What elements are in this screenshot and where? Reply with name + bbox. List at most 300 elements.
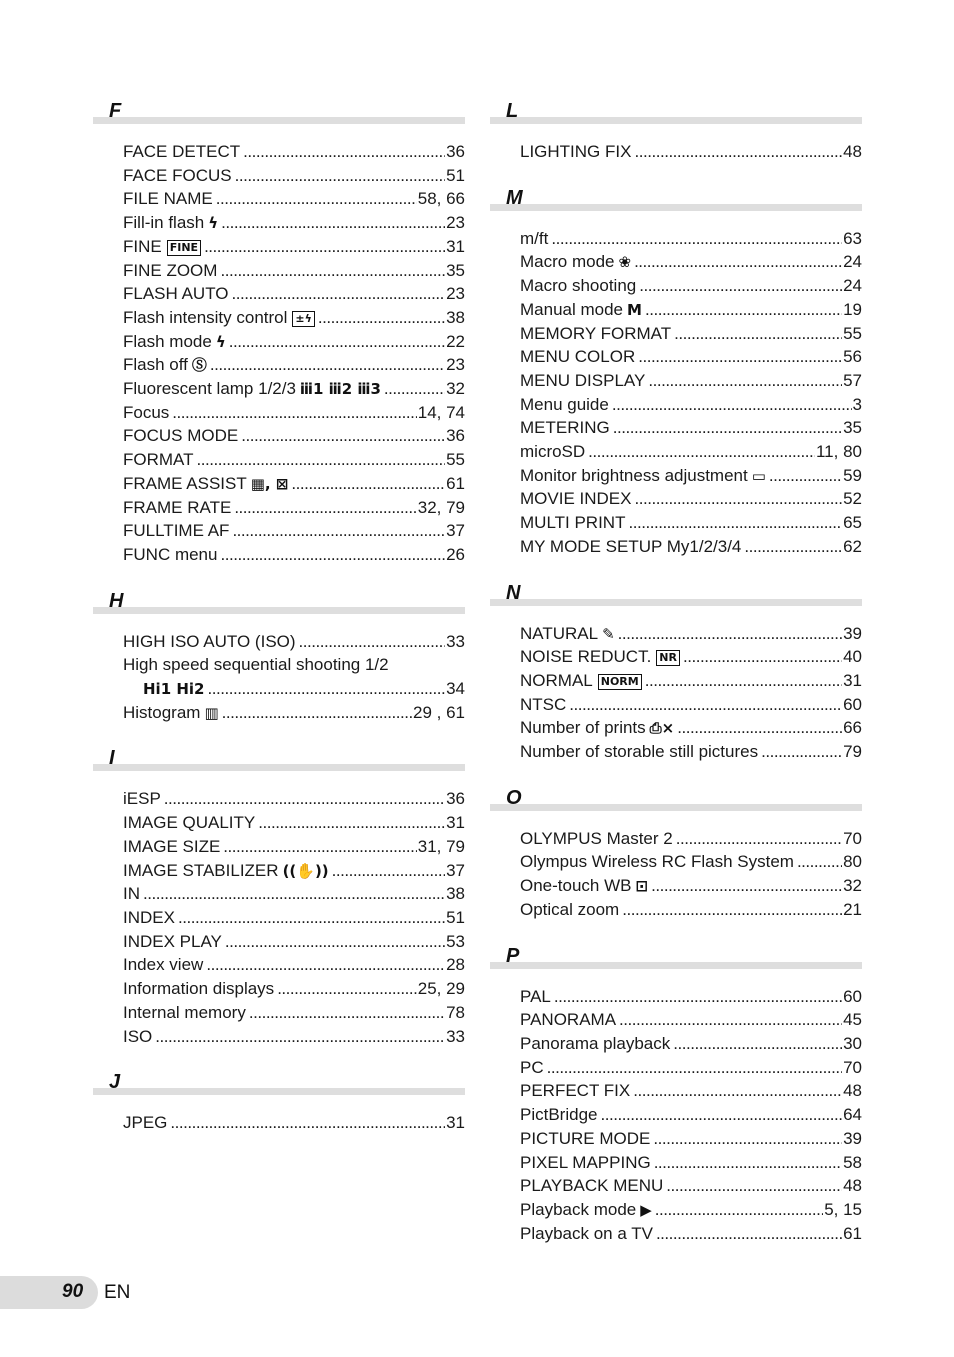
dot-leader xyxy=(206,953,445,977)
entry-page-ref: 62 xyxy=(843,536,862,556)
section-header xyxy=(93,590,465,614)
index-entry-list xyxy=(490,606,862,764)
dot-leader xyxy=(384,377,445,401)
index-entry xyxy=(490,1151,862,1175)
entry-label: Fluorescent lamp 1/2/3 xyxy=(123,379,296,399)
index-entry xyxy=(490,345,862,369)
entry-page-ref: 31 xyxy=(446,1113,465,1133)
index-entry xyxy=(490,850,862,874)
entry-label: FINE xyxy=(123,236,162,256)
index-entry xyxy=(93,1025,465,1049)
entry-label: Histogram xyxy=(123,702,201,722)
dot-leader xyxy=(172,401,416,425)
dot-leader xyxy=(797,850,842,874)
section-letter: O xyxy=(506,786,522,809)
section-header xyxy=(490,945,862,969)
entry-label: FLASH AUTO xyxy=(123,284,229,304)
entry-label: FACE FOCUS xyxy=(123,165,232,185)
index-section-j xyxy=(93,1071,465,1135)
index-entry-list xyxy=(93,771,465,1048)
entry-label: Flash intensity control xyxy=(123,307,288,327)
entry-mode-icon: NORM xyxy=(598,674,642,690)
dot-leader xyxy=(164,787,445,811)
entry-page-ref: 31 xyxy=(446,813,465,833)
entry-page-ref: 36 xyxy=(446,789,465,809)
entry-page-ref: 53 xyxy=(446,931,465,951)
entry-mode-icon: ▦, ⊠ xyxy=(250,474,289,493)
entry-mode-icon: ✎ xyxy=(602,624,615,643)
entry-page-ref: 48 xyxy=(843,1081,862,1101)
entry-label: MY MODE SETUP My1/2/3/4 xyxy=(520,536,742,556)
entry-page-ref: 40 xyxy=(843,647,862,667)
entry-page-ref: 65 xyxy=(843,513,862,533)
entry-label: Flash mode xyxy=(123,331,212,351)
index-entry xyxy=(93,977,465,1001)
dot-leader xyxy=(683,645,842,669)
entry-page-ref: 51 xyxy=(446,165,465,185)
dot-leader xyxy=(569,693,842,717)
entry-label: IMAGE QUALITY xyxy=(123,813,256,833)
entry-page-ref: 28 xyxy=(446,955,465,975)
entry-page-ref: 25, 29 xyxy=(417,979,465,999)
index-entry-list xyxy=(490,969,862,1246)
entry-label: MOVIE INDEX xyxy=(520,489,632,509)
entry-label: FUNC menu xyxy=(123,544,218,564)
entry-page-ref: 38 xyxy=(446,884,465,904)
entry-label: Olympus Wireless RC Flash System xyxy=(520,852,794,872)
dot-leader xyxy=(613,416,842,440)
entry-label: FRAME RATE xyxy=(123,497,232,517)
entry-page-ref: 60 xyxy=(843,694,862,714)
dot-leader xyxy=(291,472,445,496)
entry-label: FRAME ASSIST xyxy=(123,473,247,493)
section-divider-bar xyxy=(490,599,862,606)
entry-label: Focus xyxy=(123,402,170,422)
dot-leader xyxy=(676,827,842,851)
index-entry xyxy=(490,740,862,764)
section-header xyxy=(93,747,465,771)
entry-page-ref: 61 xyxy=(843,1223,862,1243)
index-column-left xyxy=(93,100,465,1158)
entry-page-ref: 66 xyxy=(843,718,862,738)
index-entry xyxy=(93,953,465,977)
index-entry xyxy=(490,1008,862,1032)
dot-leader xyxy=(612,393,852,417)
index-entry xyxy=(490,985,862,1009)
index-entry xyxy=(93,882,465,906)
index-entry-list xyxy=(490,811,862,922)
dot-leader xyxy=(235,164,445,188)
dot-leader xyxy=(210,353,445,377)
entry-label: IMAGE STABILIZER xyxy=(123,860,279,880)
entry-page-ref: 35 xyxy=(843,418,862,438)
dot-leader xyxy=(332,859,445,883)
entry-label: NORMAL xyxy=(520,670,593,690)
entry-page-ref: 70 xyxy=(843,1057,862,1077)
entry-label: microSD xyxy=(520,442,586,462)
index-entry xyxy=(93,330,465,354)
entry-label: FACE DETECT xyxy=(123,142,241,161)
dot-leader xyxy=(744,535,842,559)
section-letter: I xyxy=(109,747,115,770)
entry-page-ref: 48 xyxy=(843,1176,862,1196)
entry-label: IMAGE SIZE xyxy=(123,836,221,856)
entry-page-ref: 32 xyxy=(843,876,862,896)
entry-label: OLYMPUS Master 2 xyxy=(520,828,673,848)
index-entry xyxy=(93,282,465,306)
dot-leader xyxy=(634,250,842,274)
section-letter: F xyxy=(109,100,122,122)
entry-mode-icon: ❀ xyxy=(618,253,632,272)
entry-page-ref: 33 xyxy=(446,631,465,651)
index-section-p xyxy=(490,945,862,1246)
dot-leader xyxy=(677,716,842,740)
dot-leader xyxy=(628,511,842,535)
index-entry-list xyxy=(93,124,465,567)
language-label: EN xyxy=(104,1282,131,1303)
entry-label: JPEG xyxy=(123,1113,168,1133)
dot-leader xyxy=(277,977,417,1001)
dot-leader xyxy=(639,274,842,298)
index-entry xyxy=(93,1001,465,1025)
entry-page-ref: 36 xyxy=(446,426,465,446)
dot-leader xyxy=(249,1001,445,1025)
entry-page-ref: 23 xyxy=(446,213,465,233)
entry-label: NATURAL xyxy=(520,623,599,643)
entry-label: Playback mode xyxy=(520,1199,637,1219)
entry-label: IN xyxy=(123,884,140,904)
index-entry xyxy=(93,353,465,377)
section-header xyxy=(490,787,862,811)
entry-page-ref: 24 xyxy=(843,276,862,296)
index-entry xyxy=(93,653,465,677)
entry-label: Menu guide xyxy=(520,394,609,414)
entry-page-ref: 64 xyxy=(843,1105,862,1125)
entry-page-ref: 63 xyxy=(843,228,862,248)
entry-page-ref: 37 xyxy=(446,521,465,541)
dot-leader xyxy=(243,140,445,164)
index-entry xyxy=(93,401,465,425)
entry-page-ref: 23 xyxy=(446,284,465,304)
index-entry xyxy=(490,874,862,898)
index-entry xyxy=(93,859,465,883)
entry-label: High speed sequential shooting 1/2 xyxy=(123,655,389,675)
index-entry xyxy=(93,377,465,401)
index-entry xyxy=(490,298,862,322)
index-entry xyxy=(490,1174,862,1198)
section-letter: L xyxy=(506,100,519,122)
index-entry-list xyxy=(490,124,862,164)
entry-page-ref: 51 xyxy=(446,907,465,927)
index-entry xyxy=(490,1056,862,1080)
entry-label: MENU DISPLAY xyxy=(520,370,646,390)
entry-label: PANORAMA xyxy=(520,1010,617,1030)
index-entry xyxy=(93,164,465,188)
entry-label: Playback on a TV xyxy=(520,1223,653,1243)
entry-page-ref: 5, 15 xyxy=(824,1199,862,1219)
section-letter: J xyxy=(109,1071,121,1094)
entry-page-ref: 11, 80 xyxy=(815,442,862,462)
entry-page-ref: 55 xyxy=(446,450,465,470)
entry-label: MULTI PRINT xyxy=(520,513,626,533)
entry-label: FORMAT xyxy=(123,450,194,470)
entry-label: Monitor brightness adjustment xyxy=(520,465,748,485)
dot-leader xyxy=(220,259,445,283)
entry-page-ref: 21 xyxy=(843,899,862,919)
index-entry xyxy=(490,1103,862,1127)
entry-page-ref: 79 xyxy=(843,742,862,762)
entry-page-ref: 48 xyxy=(843,142,862,161)
entry-page-ref: 59 xyxy=(843,465,862,485)
dot-leader xyxy=(299,630,446,654)
index-entry xyxy=(490,1198,862,1222)
index-entry xyxy=(93,630,465,654)
index-section-m xyxy=(490,187,862,559)
entry-mode-icon: ((✋)) xyxy=(282,861,329,880)
entry-label: FOCUS MODE xyxy=(123,426,239,446)
dot-leader xyxy=(220,543,445,567)
index-entry xyxy=(490,140,862,164)
index-entry xyxy=(490,1222,862,1246)
page-number: 90 xyxy=(62,1281,84,1302)
entry-label: m/ft xyxy=(520,228,549,248)
entry-label: Macro shooting xyxy=(520,276,637,296)
index-entry-list xyxy=(93,614,465,725)
index-entry xyxy=(490,669,862,693)
section-divider-bar xyxy=(490,117,862,124)
index-entry xyxy=(490,464,862,488)
entry-page-ref: 14, 74 xyxy=(417,402,465,422)
entry-label: Manual mode xyxy=(520,299,624,319)
index-entry xyxy=(490,1032,862,1056)
index-entry xyxy=(93,543,465,567)
section-header xyxy=(93,100,465,124)
index-entry xyxy=(490,535,862,559)
index-section-l xyxy=(490,100,862,164)
section-header xyxy=(490,582,862,606)
entry-page-ref: 30 xyxy=(843,1033,862,1053)
index-entry xyxy=(490,1079,862,1103)
dot-leader xyxy=(223,835,416,859)
entry-label: INDEX xyxy=(123,907,175,927)
section-letter: P xyxy=(506,944,520,967)
index-entry xyxy=(93,306,465,330)
section-letter: N xyxy=(506,581,521,604)
entry-page-ref: 31 xyxy=(843,670,862,690)
entry-label: NOISE REDUCT. xyxy=(520,647,652,667)
entry-label: INDEX PLAY xyxy=(123,931,222,951)
dot-leader xyxy=(656,1222,842,1246)
entry-page-ref: 57 xyxy=(843,370,862,390)
entry-mode-icon: FINE xyxy=(167,240,201,256)
index-entry xyxy=(490,369,862,393)
entry-mode-icon: M xyxy=(627,300,642,319)
entry-page-ref: 45 xyxy=(843,1010,862,1030)
dot-leader xyxy=(673,1032,842,1056)
index-entry xyxy=(490,416,862,440)
index-entry xyxy=(490,274,862,298)
entry-page-ref: 56 xyxy=(843,347,862,367)
section-divider-bar xyxy=(490,804,862,811)
entry-label: Optical zoom xyxy=(520,899,620,919)
entry-mode-icon: ▥ xyxy=(204,703,219,722)
entry-label: Macro mode xyxy=(520,252,615,272)
index-entry xyxy=(93,811,465,835)
dot-leader xyxy=(229,330,445,354)
dot-leader xyxy=(634,487,842,511)
entry-page-ref: 31 xyxy=(446,236,465,256)
index-entry xyxy=(93,677,465,701)
entry-label: PAL xyxy=(520,986,551,1006)
section-header xyxy=(93,1071,465,1095)
entry-page-ref: 60 xyxy=(843,986,862,1006)
entry-page-ref: 39 xyxy=(843,623,862,643)
entry-page-ref: 55 xyxy=(843,323,862,343)
index-section-i xyxy=(93,747,465,1048)
dot-leader xyxy=(653,1127,842,1151)
entry-page-ref: 38 xyxy=(446,307,465,327)
entry-label: PictBridge xyxy=(520,1105,598,1125)
dot-leader xyxy=(648,369,842,393)
entry-mode-icon: Ⓢ xyxy=(191,356,207,375)
entry-label: MEMORY FORMAT xyxy=(520,323,672,343)
index-entry xyxy=(490,716,862,740)
entry-label: LIGHTING FIX xyxy=(520,142,632,161)
entry-label: iESP xyxy=(123,789,161,809)
dot-leader xyxy=(634,140,842,164)
section-header xyxy=(490,187,862,211)
index-entry xyxy=(490,1127,862,1151)
entry-page-ref: 80 xyxy=(843,852,862,872)
dot-leader xyxy=(232,519,445,543)
entry-page-ref: 33 xyxy=(446,1026,465,1046)
dot-leader xyxy=(216,187,417,211)
index-entry xyxy=(490,645,862,669)
index-section-n xyxy=(490,582,862,764)
entry-label: NTSC xyxy=(520,694,567,714)
entry-page-ref: 58, 66 xyxy=(417,189,465,209)
page-number-tab xyxy=(0,1276,98,1309)
entry-label: Internal memory xyxy=(123,1002,246,1022)
index-entry xyxy=(490,898,862,922)
dot-leader xyxy=(674,322,842,346)
entry-label: PIXEL MAPPING xyxy=(520,1152,651,1172)
entry-label: METERING xyxy=(520,418,610,438)
section-divider-bar xyxy=(93,764,465,771)
index-entry xyxy=(93,787,465,811)
entry-mode-icon: ⅲ1 ⅲ2 ⅲ3 xyxy=(299,380,381,399)
index-entry-list xyxy=(490,211,862,559)
section-header xyxy=(490,100,862,124)
dot-leader xyxy=(654,1151,842,1175)
entry-mode-icon: ⊡ xyxy=(635,877,649,896)
entry-label: FILE NAME xyxy=(123,189,213,209)
index-entry xyxy=(93,424,465,448)
page-footer xyxy=(0,1276,100,1309)
entry-label: One-touch WB xyxy=(520,876,632,896)
dot-leader xyxy=(547,1056,842,1080)
entry-mode-icon: ▶ xyxy=(640,1200,652,1219)
index-entry xyxy=(490,622,862,646)
dot-leader xyxy=(769,464,842,488)
dot-leader xyxy=(234,496,416,520)
entry-page-ref: 32, 79 xyxy=(417,497,465,517)
entry-label: PC xyxy=(520,1057,544,1077)
dot-leader xyxy=(241,424,445,448)
dot-leader xyxy=(666,1174,842,1198)
index-entry xyxy=(490,827,862,851)
index-entry xyxy=(490,511,862,535)
dot-leader xyxy=(225,930,445,954)
dot-leader xyxy=(619,1008,842,1032)
index-entry xyxy=(490,322,862,346)
dot-leader xyxy=(232,282,446,306)
dot-leader xyxy=(143,882,445,906)
dot-leader xyxy=(318,306,445,330)
index-entry xyxy=(490,227,862,251)
dot-leader xyxy=(651,874,842,898)
dot-leader xyxy=(633,1079,842,1103)
entry-label: FINE ZOOM xyxy=(123,260,218,280)
index-entry xyxy=(490,440,862,464)
entry-page-ref: 22 xyxy=(446,331,465,351)
entry-page-ref: 61 xyxy=(446,473,465,493)
entry-mode-icon: ϟ xyxy=(208,214,219,233)
section-divider-bar xyxy=(93,607,465,614)
dot-leader xyxy=(155,1025,445,1049)
dot-leader xyxy=(204,235,445,259)
entry-mode-icon: ⎙× xyxy=(649,719,675,738)
entry-label: Number of prints xyxy=(520,718,646,738)
index-entry xyxy=(93,930,465,954)
entry-label: Number of storable still pictures xyxy=(520,742,759,762)
index-entry xyxy=(490,393,862,417)
entry-mode-icon: ±ϟ xyxy=(292,311,314,327)
index-entry-list xyxy=(93,1095,465,1135)
index-entry xyxy=(93,140,465,164)
index-entry xyxy=(490,250,862,274)
dot-leader xyxy=(600,1103,842,1127)
dot-leader xyxy=(551,227,842,251)
dot-leader xyxy=(622,898,842,922)
index-section-h xyxy=(93,590,465,725)
index-section-o xyxy=(490,787,862,922)
section-divider-bar xyxy=(490,962,862,969)
entry-mode-icon: ϟ xyxy=(215,332,226,351)
dot-leader xyxy=(208,677,446,701)
entry-mode-icon: ▭ xyxy=(751,466,766,485)
entry-page-ref: 29 , 61 xyxy=(413,702,465,722)
dot-leader xyxy=(170,1111,445,1135)
index-entry xyxy=(93,701,465,725)
entry-page-ref: 37 xyxy=(446,860,465,880)
index-entry xyxy=(490,693,862,717)
entry-label: Information displays xyxy=(123,979,275,999)
entry-label: PICTURE MODE xyxy=(520,1128,651,1148)
entry-label: ISO xyxy=(123,1026,153,1046)
dot-leader xyxy=(655,1198,823,1222)
dot-leader xyxy=(258,811,445,835)
index-entry xyxy=(93,835,465,859)
entry-label: Index view xyxy=(123,955,204,975)
entry-page-ref: 58 xyxy=(843,1152,862,1172)
index-entry xyxy=(490,487,862,511)
entry-page-ref: 39 xyxy=(843,1128,862,1148)
entry-label: MENU COLOR xyxy=(520,347,636,367)
section-letter: H xyxy=(109,589,124,612)
entry-page-ref: 52 xyxy=(843,489,862,509)
index-entry xyxy=(93,187,465,211)
